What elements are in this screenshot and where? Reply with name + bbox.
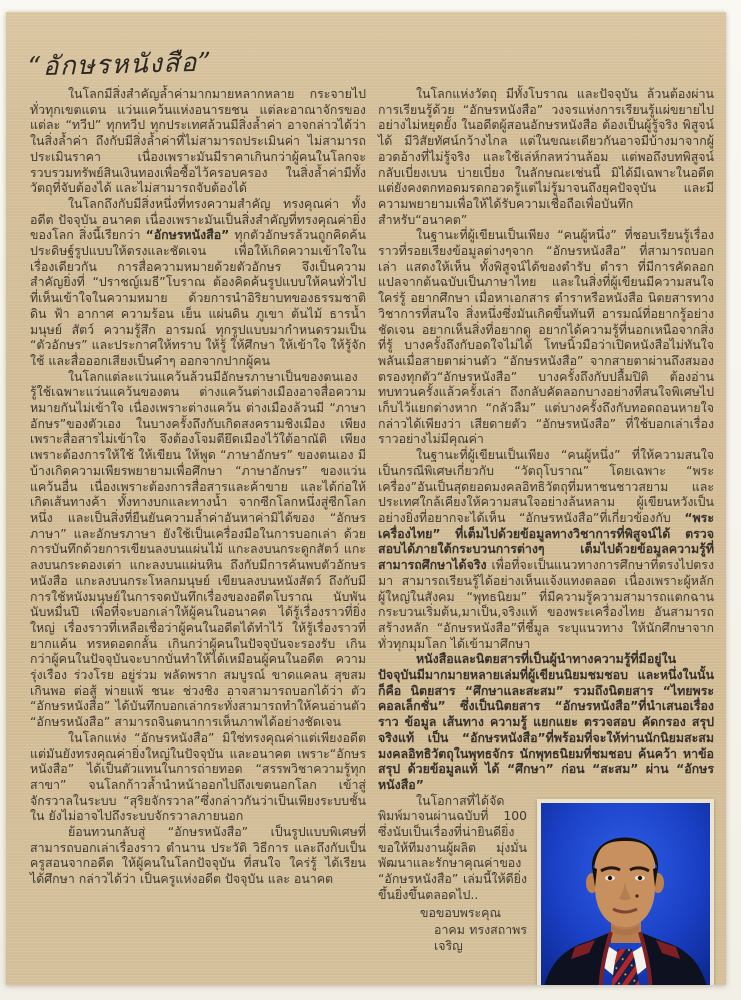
text-segment: ในฐานะที่ผู้เขียนเป็นเพียง “คนผู้หนึ่ง” ที่ชอบเรียนรู้เรื่องราวที่รอยเรียงข้อมูลต่างๆจาก “อักษรหนังสือ” ที่สามารถบอกเล่า แสดงให้เห็น ทั้งพิสูจน์ได้ของตำรับ ตำรา ที่มีการคัดลอก แปลจากต้นฉบับเป็นภาษาไทย และในสิ่งที่ผู้เขียนมีความสนใจ ใคร่รู้ อยากศึกษา เมื่อหาเอกสาร ตำราหรือหนังสือ นิตยสารทางวิชาการที่สนใจ สิ่งหนึ่งซึ่งมันเกิดขึ้นทันที อารมณ์ที่อยากรู้อย่างชัดเจน อยากเห็นสิ่งที่อยากดู อยากได้ความรู้ที่นอกเหนือจากสิ่งที่รู้ บางครั้งถึงกับอดใจไม่ได้ โทษนิ้วมือว่าเปิดหนังสือไม่ทันใจ พลันเมื่อสายตาผ่านตัว “อักษรหนังสือ” จากสายตาผ่านถึงสมอง ตรองทุกตัว“อักษรหนังสือ” บางครั้งถึงกับปลื้มปิติ ต้องอ่านทบทวนครั้งแล้วครั้งเล่า ถึงกลับคัดลอกบางอย่างที่สนใจพิเศษไปเก็บไว้แยกต่างหาก “กลัวลืม” แต่บางครั้งถึงกับทอดถอนหายใจ กล่าวได้เพียงว่า เสียดายตัว “อักษรหนังสือ” ที่ใช้บอกเล่าเรื่องราวอย่างไม่มีคุณค่า [378, 227, 714, 447]
paragraph [30, 824, 366, 887]
paragraph [378, 447, 714, 651]
text-segment: ในโลกมีสิ่งสำคัญล้ำค่ามากมายหลากหลาย กระจายไปทั่วทุกเขตแดน แว่นแคว้นแห่งอนารยชน แต่ละอาณาจักรของแต่ละ “ทวีป” ทุกทวีป ทุกประเทศล้วนมีสิ่งล้ำค่า อาจกล่าวได้ว่าในสิ่งล้ำค่า ถึงกับมีสิ่งล้ำค่าที่ไม่สามารถประเมินค่า ไม่สามารถประเมินราคา เนื่องเพราะมันมีราคาเกินกว่าผู้คนในโลกจะรวบรวมทรัพย์สินเงินทองเพื่อซื้อไว้ครอบครอง ในสิ่งล้ำค่ามีทั้งวัตถุที่จับต้องได้ และไม่สามารถจับต้องได้ [30, 86, 366, 196]
text-segment: ในโอกาสที่ได้จัดพิมพ์มาจนผ่านฉบับที่ 100 ซึ่งนับเป็นเรื่องที่น่ายินดียิ่ง ขอให้ทีมงานผู้ผลิต มุ่งมั่นพัฒนาและรักษาคุณค่าของ “อักษรหนังสือ” เล่มนี้ให้ดียิ่งขึ้นยิ่งขึ้นตลอดไป.. [378, 792, 527, 902]
right-column-top [378, 86, 714, 793]
text-segment: ในโลกถึงกับมีสิ่งหนึ่งที่ทรงความสำคัญ ทรงคุณค่า ทั้งอดีต ปัจจุบัน อนาคต เนื่องเพราะมันเป็นสิ่งสำคัญที่ทรงคุณค่ายิ่งของโลก สิ่งนี้เรียกว่า [30, 195, 366, 243]
paragraph [378, 227, 714, 447]
page-title: “อักษรหนังสือ” [27, 47, 214, 83]
paragraph [30, 730, 366, 824]
bold-text-segment: “อักษรหนังสือ” [145, 227, 230, 243]
bold-text-segment: หนังสือและนิตยสารที่เป็นผู้นำทางความรู้ที่มีอยู่ในปัจจุบันมีมากมายหลายเล่มที่ผู้เขียนนิยมชมชอบ และหนึ่งในนั้นก็คือ นิตยสาร “ศึกษาและสะสม” รวมถึงนิตยสาร “ไทยพระคอลเล็กชั่น” ซึ่งเป็นนิตยสาร “อักษรหนังสือ”ที่นำเสนอเรื่องราว ข้อมูล เส้นทาง ความรู้ แยกแยะ ตรวจสอบ คัดกรอง สรุปจริงแท้ เป็น “อักษรหนังสือ”ที่พร้อมที่จะให้ท่านนักนิยมสะสมมงคลอิทธิวัตถุในพุทธจักร นักพุทธนิยมที่ชมชอบ ค้นคว้า หาข้อสรุป ด้วยข้อมูลแท้ ได้ “ศึกษา” ก่อน “สะสม” ผ่าน “อักษรหนังสือ” [378, 651, 714, 792]
paragraph [378, 651, 714, 792]
signature-thanks: ขอขอบพระคุณ [420, 904, 501, 920]
left-text-column [30, 86, 366, 887]
text-segment: เพื่อที่จะเป็นแนวทางการศึกษาที่ตรงไปตรงมา สามารถเรียนรู้ได้อย่างเห็นแจ้งแทงตลอด เนื่องเพราะผู้หลักผู้ใหญ่ในสังคม “พุทธนิยม” ที่มีความรู้ความสามารถแตกฉานกระบวนเริ่มต้น,มาเป็น,จริงแท้ ของพระเครื่องไทย อันสามารถสร้างหลัก “อักษรหนังสือ”ที่ชี้มูล ระบุแนวทาง ให้นักศึกษาจากทั่วทุกมุมโลก ได้เข้ามาศึกษา [378, 557, 714, 651]
signature-name: อาคม ทรงสถาพรเจริญ [434, 922, 527, 953]
text-segment: ในโลกแห่ง “อักษรหนังสือ” มิใช่ทรงคุณค่าแต่เพียงอดีต แต่มันยังทรงคุณค่ายิ่งใหญ่ในปัจจุบัน และอนาคต เพราะ“อักษรหนังสือ” ได้เป็นตัวแทนในการถ่ายทอด “สรรพวิชาความรู้ทุกสาขา” จนโลกก้าวล้ำนำหน้าออกไปถึงเขตนอกโลก เข้าสู่จักรวาลในระบบ “สุริยจักรวาล”ซึ่งกล่าวกันว่าเป็นเพียงระบบชั้นใน ยังไม่อาจไปถึงระบบจักรวาลภายนอก [30, 729, 366, 824]
right-text-column [378, 86, 714, 974]
portrait-photo-graphic [537, 799, 714, 985]
paragraph [30, 369, 366, 730]
right-column-bottom [378, 793, 714, 954]
portrait-photo [537, 799, 714, 985]
text-segment: ในโลกแต่ละแว่นแคว้นล้วนมีอักษรภาษาเป็นของตนเอง รู้ใช้เฉพาะแว่นแคว้นของตน ต่างแคว้นต่างเมืองอาจสื่อความหมายกันไม่เข้าใจ เนื่องเพราะต่างแคว้น ต่างเมืองล้วนมี “ภาษาอักษร”ของตัวเอง ในบางครั้งถึงกับเกิดสงครามชิงเมือง เพียงเพราะสื่อสารไม่เข้าใจ จึงต้องโจมตียึดเมืองไว้ใต้อาณัติ เพียงเพราะต้องการให้ใช้ ให้เขียน ให้พูด “ภาษาอักษร” ของตนเอง มีบ้างเกิดความเพียรพยายามเพื่อศึกษา “ภาษาอักษร” ของแว่นแคว้นอื่น เนื่องเพราะต้องการสื่อสารและค้าขาย และได้ก่อให้เกิดเส้นทางค้า ทั้งทางบกและทางน้ำ จากซีกโลกหนึ่งสู่ซีกโลกหนึ่ง และเป็นสิ่งที่ยืนยันความล้ำค่าอันหาค่ามิได้ของ “อักษรภาษา” และอักษรภาษา ยังใช้เป็นเครื่องมือในการบอกเล่า ด้วยการบันทึกด้วยการเขียนลงบนแผ่นไม้ แกะลงบนกระดูกสัตว์ แกะลงบนกระดองเต่า แกะลงบนแผ่นหิน ถึงกับมีการค้นพบตัวอักษรหนังสือ แกะลงบนกระโหลกมนุษย์ เขียนลงบนหนังสัตว์ ถึงกับมีการใช้หนังมนุษย์ในการจดบันทึกเรื่องของอดีตโบราณ นับพัน นับหมื่นปี เพื่อที่จะบอกเล่าให้ผู้คนในอนาคต ได้รู้เรื่องราวที่ยิ่งใหญ่ เรื่องราวที่เหลือเชื่อว่าผู้คนในอดีตได้ทำไว้ ให้รู้เรื่องราวที่ยากแค้น ทรหดอดกลั้น เกินกว่าผู้คนในปัจจุบันจะรองรับ เกินกว่าผู้คนในปัจจุบันจะบากบั่นทำให้ได้เหมือนผู้คนในอดีต ความรุ่งเรือง ร่วงโรย อยู่ร่วม พลัดพราก สมบูรณ์ ขาดแคลน สุขสม เกินพอ ต่อสู้ พ่ายแพ้ ชนะ ช่วงชิง อาจสามารถบอกได้ว่า ตัว “อักษรหนังสือ” ได้บันทึกบอกเล่ากระทั่งสามารถทำให้คนอ่านตัว “อักษรหนังสือ” สามารถจินตนาการเห็นภาพได้อย่างชัดเจน [30, 368, 366, 730]
magazine-page [6, 12, 726, 985]
text-segment: ทุกตัวอักษรล้วนถูกคิดค้นประดิษฐ์รูปแบบให้ตรงและชัดเจน เพื่อให้เกิดความเข้าใจในเรื่องเดียวกัน การสื่อความหมายด้วยตัวอักษร จึงเป็นความสำคัญยิ่งที่ “ปราชญ์เมธี”โบราณ ต้องคิดค้นรูปแบบให้คนทั่วไปที่เห็นเข้าใจในความหมาย ด้วยการนำอิริยาบทของธรรมชาติ ดิน ฟ้า อากาศ ความร้อน เย็น แผ่นดิน ภูเขา ต้นไม้ ธารน้ำ มนุษย์ สัตว์ ความรู้สึก อารมณ์ ทุกรูปแบบมากำหนดรวมเป็น “ตัวอักษร” และประกาศให้ทราบ ให้รู้ ให้ศึกษา ให้เข้าใจ ให้รู้จักใช้ และสื่อออกเสียงเป็นคำๆ ออกจากปากผู้คน [30, 227, 366, 368]
text-segment: ย้อนทวนกลับสู่ “อักษรหนังสือ” เป็นรูปแบบพิเศษที่สามารถบอกเล่าเรื่องราว ตำนาน ประวัติ วิธีการ และถึงกับเป็นครูสอนจากอดีต ให้ผู้คนในโลกปัจจุบัน ที่สนใจ ใคร่รู้ ได้เรียน ได้ศึกษา กล่าวได้ว่า เป็นครูแห่งอดีต ปัจจุบัน และ อนาคต [30, 824, 366, 887]
paragraph [30, 196, 366, 369]
paragraph [30, 86, 366, 196]
paragraph [378, 86, 714, 227]
text-segment: ในโลกแห่งวัตถุ มีทั้งโบราณ และปัจจุบัน ล้วนต้องผ่านการเรียนรู้ด้วย “อักษรหนังสือ” วงจรแห่งการเรียนรู้แผ่ขยายไปอย่างไม่หยุดยั้ง ในอดีตผู้สอนอักษรหนังสือ ต้องเป็นผู้รู้จริง พิสูจน์ได้ มีวิสัยทัศน์กว้างไกล แต่ในขณะเดียวกันอาจมีบ้างมาจากผู้อวดอ้างที่ไม่รู้จริง และใช้เล่ห์กลหว่านล้อม แต่พอถึงบทพิสูจน์ กลับเบี่ยงเบน บ่ายเบี่ยง ในลักษณะเช่นนี้ มิได้มีเฉพาะในอดีต แต่ยังคงตกทอดมรดกอวดรู้แต่ไม่รู้มาจนถึงยุคปัจจุบัน และมีความพยายามเพื่อให้ได้รับความเชื่อถือเพื่อบันทึกสำหรับ“อนาคต” [378, 86, 714, 227]
bold-text-segment: “พระเครื่องไทย” ที่เต็มไปด้วยข้อมูลทางวิชาการที่พิสูจน์ได้ ตรวจสอบได้ภายใต้กระบวนการต่างๆ เต็มไปด้วยข้อมูลความรู้ที่สามารถศึกษาได้จริง [378, 509, 714, 573]
text-segment: ในฐานะที่ผู้เขียนเป็นเพียง “คนผู้หนึ่ง” ที่ให้ความสนใจเป็นกรณีพิเศษเกี่ยวกับ “วัตถุโบราณ” โดยเฉพาะ “พระเครื่อง”อันเป็นสุดยอดมงคลอิทธิวัตถุที่มหาชนชาวสยาม และประเทศใกล้เคียงให้ความสนใจอย่างล้นหลาม ผู้เขียนหวังเป็นอย่างยิ่งที่อยากจะได้เห็น “อักษรหนังสือ”ที่เกี่ยวข้องกับ [378, 447, 714, 525]
